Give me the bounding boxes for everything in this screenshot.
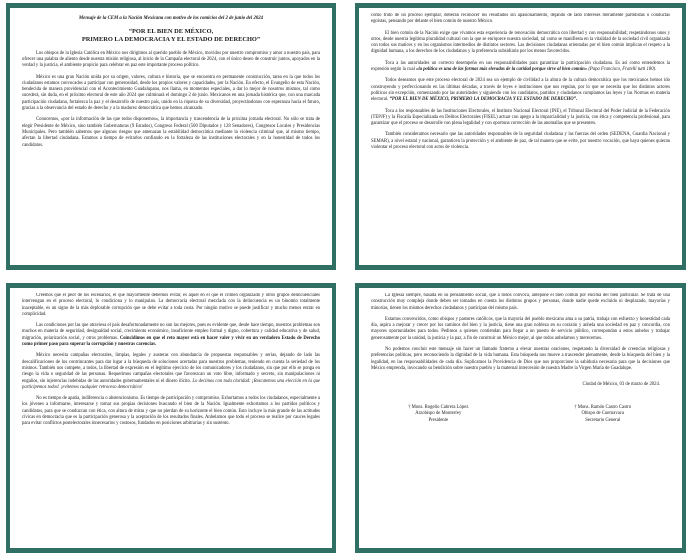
page-border-bottom: [359, 548, 682, 553]
paragraph: México necesita campañas electorales, limpias, legales y austeras con abundancia de propuestas responsables y serias, dejando de lado las descalificaciones de los contrincantes para dar lugar a la búsqueda de soluciones acertadas para nuestros problemas, teniendo en cuenta la seriedad de los mismos. También nos compete, a todos, la libertad de expresión en el legítimo ejercicio de los comunicadores y los ciudadanos, sin que por ello se ponga en riesgo la vida o seguridad de las personas. Requerimos campañas electorales que favorezcan un voto libre, informado y secreto, sin manipulaciones ni engaños, sin injerencias indebidas de las autoridades gubernamentales ni el dinero ilícito. Lo decimos con toda claridad: ¡Rescatemos una elección en la que participemos todos! ¡evitemos cualquier retroceso democrático!: [22, 353, 320, 390]
document-page-2: [355, 3, 686, 270]
page-4-content: [371, 293, 670, 545]
paragraph: México es una gran Nación unida por su origen, valores, cultura e historia, que se encuentra en permanente construcción, tarea en la que todos los ciudadanos estamos convocados a participar con generosidad, desde los propios valores y capacidades, por la Nación. En efecto, el Evangelio de esta Nación, bendecida de manera providencial con el Acontecimiento Guadalupano, nos llama, en momentos especiales, a dar lo mejor de nosotros mismos, tal como sucederá, sin duda, en el próximo electoral de este año 2024 que culminará el domingo 2 de junio. Mexicanos en una jornada histórica que, con una marcada participación ciudadana, fortalezca la paz y el desarrollo de nuestro país, unido en la riqueza de su diversidad, proyectándonos con esperanza hacia el futuro, gracias a la observancia del estado de derecho y a la madurez democrática que hemos alcanzado.: [22, 74, 320, 112]
document-page-4: [355, 283, 686, 553]
signature-secretary: † Mons. Ramón Castro Castro Obispo de Cuernavaca Secretario General: [574, 404, 632, 423]
document-page-3: [6, 283, 336, 553]
paragraph: Los obispos de la Iglesia Católica en México nos dirigimos al querido pueblo de México, movidos por nuestro compromiso y amor a nuestro país, para ofrecer una palabra de aliento desde nuestra misión religiosa, al inicio de la Campaña electoral de 2024, con el único deseo de construir juntos, apoyados en la verdad y la justicia, el ambiente propicio para celebrar en paz este importante proceso político.: [22, 50, 320, 69]
paragraph: No es tiempo de apatía, indiferencia o abstencionismo. Es tiempo de participación y compromiso. Exhortamos a todos los ciudadanos, especialmente a los jóvenes a informarse, interesarse y tomar sus propias decisiones buscando el bien de la Nación. Igualmente exhortamos a los partidos políticos y candidatos, para que se conduzcan con ética, con altura de miras y que no pierdan de su horizonte el bien común. Esto incluye la más grande de las actitudes cívicas en democracia que es la participación generosa y la aceptación de los resultados finales. Anhelamos que todo el proceso se realice por cauces legales para evitar conflictos postelectorales innecesarios y costosos, fundados en posiciones arbitrarias y sin sustento.: [22, 396, 320, 427]
paragraph: Conocemos, «por la información de las que todos disponemos», la importancia y trascendencia de la próxima jornada electoral. No sólo se trata de elegir Presidente de México, sino también Gubernaturas (9 Estados), Congreso Federal (500 Diputados y 128 Senadores), Congresos Locales y Presidencias Municipales. Pero también sabemos que algunos riesgos que amenazan la estabilidad democrática mediante la violencia criminal que, al mismo tiempo, afectan la libertad ciudadana. Estamos a tiempo de evitarlos confiando en la fortaleza de las instituciones electorales y en la honestidad de todos los candidatos.: [22, 117, 320, 148]
page-border-top: [10, 283, 332, 288]
page-2-content: [371, 13, 670, 262]
document-date: Ciudad de México, 03 de marzo de 2024.: [582, 382, 660, 388]
message-header: Mensaje de la CEM a la Nación Mexicana con motivo de los comicios del 2 de junio del 2024: [78, 16, 264, 21]
slogan: “POR EL BIEN DE MÉXICO, PRIMERO LA DEMOCRACIA Y EL ESTADO DE DERECHO”.: [389, 97, 578, 103]
page-border-top: [10, 3, 332, 8]
paragraph: Estamos convencidos, como obispos y pastores católicos, que la mayoría del pueblo mexicano ama a su patria, trabaja con esfuerzo y honestidad cada día, aspira a mejorar y crecer por los caminos del bien y la justicia, tiene una gran nobleza en su corazón y anhela una sociedad en paz y concordia, con mayores oportunidades para todos. Pedimos a quienes contiendan para llegar a un puesto de servicio público, correspondan a estos anhelos y trabajar generosamente por la unidad, la justicia y la paz, a fin de construir un México mejor, al que todos anhelamos y merecemos.: [371, 316, 670, 341]
page-border-top: [359, 283, 682, 288]
page-1-content: [22, 13, 320, 262]
paragraph: Creemos que el peor de los escenarios, el que mayormente debemos evitar, es aquel en el que el crimen organizado y otros grupos delincuenciales intervengan en el proceso electoral, lo condiciona y lo manipulan. La democracia electoral mezclada con la delincuencia es un binomio totalmente inaceptable, es un signo de la más deplorable corrupción que se debe evitar a toda costa. Por ningún motivo se puede justificar y mucho menos entrar en complicidad.: [22, 293, 320, 317]
paragraph: Todos deseamos que este proceso electoral de 2024 sea un ejemplo de civilidad a la altura de la cultura democrática que los mexicanos hemos ido construyendo y perfeccionando en las últimas décadas, a través de leyes e instituciones que nos regulan, por lo que se necesita que los distintos actores políticos sin excepción, comenzando por las autoridades y siguiendo con los candidatos, partidos y ciudadanos cumplamos las leyes y las Normas en materia electoral. “POR EL BIEN DE MÉXICO, PRIMERO LA DEMOCRACIA Y EL ESTADO DE DERECHO”.: [371, 78, 670, 103]
pope-quote: «la política es una de las formas más elevadas de la caridad porque sirve al bien común»: [416, 67, 588, 73]
paragraph: La Iglesia siempre, basada en su pensamiento social, que a todos convoca, antepone el bien común por encima del bien particular. Se trata de una construcción muy compleja donde deben ser tomados en cuenta los distintos grupos y personas, donde nadie quede excluido ni desplazado, mayorías y minorías, tienen los mismos derechos ciudadanos y participan del mismo país.: [371, 293, 670, 311]
key-statement: Coincidimos en que el reto mayor está en hacer valer y vivir en un verdadero Estado de Derecho como primer paso para superar la corrupción y nuestras carencias.: [22, 335, 320, 348]
paragraph: También consideramos necesario que las autoridades responsables de la seguridad ciudadana y las fuerzas del orden (SEDENA, Guardia Nacional y SEMAR), a nivel estatal y nacional, garanticen la protección y el ambiente de paz, de tal manera que se evite, por nuestro vocación, que haya quienes quieran violentar el proceso electoral con actos de violencia.: [371, 132, 670, 151]
page-border-bottom: [10, 265, 332, 270]
page-border-bottom: [10, 548, 332, 553]
page-border-bottom: [359, 265, 682, 270]
paragraph: El bien común de la Nación exige que vivamos esta experiencia de renovación democrática con libertad y con responsabilidad; respetándonos unos y otros, desde nuestra legítima pluralidad cultural con la que se enriquece nuestra sociedad, tal como se manifiesta en la vitalidad de la sociedad civil organizada con todos sus matices y en los organismos intermedios de distintos sectores. Las decisiones ciudadanas orientadas por el bien común implican el respeto a la dignidad humana, a los derechos de los ciudadanos y la preferencia subsidiaria por los menos favorecidos.: [371, 30, 670, 55]
paragraph: No podemos concluir este mensaje sin hacer un llamado fraterno a elevar nuestras oraciones, respetando la diversidad de creencias religiosas y preferencias políticas, pero reconociendo la dignidad de la vida humana. Esta búsqueda nos mueve a trascender plenamente, desde la búsqueda del bien y la legalidad, en las responsabilidades de cada día. Suplicamos la Providencia de Dios que nos proporcione la sabiduría necesaria para que la decisiones que México emprenda, invocando su bendición sobre nuestro pueblo y la maternal intercesión de nuestra Madre la Virgen María de Guadalupe.: [371, 347, 670, 371]
signature-president: † Mons. Rogelio Cabrera López Arzobispo de Monterrey Presidente: [408, 404, 469, 423]
paragraph: Las condiciones por las que atraviesa el país desafortunadamente no son las mejores, pues es evidente que, desde hace tiempo, nuestros problemas son muchos en materia de seguridad, desigualdad social, crecimiento económico, insuficiente empleo formal y digno, cobertura y calidad educativa y de salud, migración, polarización social, y otros problemas. Coincidimos en que el reto mayor está en hacer valer y vivir en un verdadero Estado de Derecho como primer paso para superar la corrupción y nuestras carencias.: [22, 323, 320, 348]
page-border-top: [359, 3, 682, 8]
page-3-content: [22, 293, 320, 545]
document-page-1: [6, 3, 336, 270]
paragraph: como fruto de un proceso ejemplar, deberán reconocer los resultados sin apasionamiento, dejando de lado intereses meramente partidistas o conductas egoístas, pensando por delante el bien común de nuestro México.: [371, 13, 670, 25]
document-title: “POR EL BIEN DE MÉXICO, PRIMERO LA DEMOCRACIA Y EL ESTADO DE DERECHO”: [81, 28, 261, 43]
paragraph: Toca a los responsables de las Instituciones Electorales, el Instituto Nacional Electoral (INE), el Tribunal Electoral del Poder Judicial de la Federación (TEPJF) y la Fiscalía Especializada en Delitos Electorales (FISEL) actuar con apego a la imparcialidad y la justicia, con ética y competencia profesional, para garantizar que el proceso se desarrolle con plena legalidad y con oportuna corrección de las anomalías que se presenten.: [371, 108, 670, 127]
paragraph: Toca a las autoridades un correcto desempeño en sus responsabilidades para garantizar la participación ciudadana. Es así como entendemos la expresión según la cual «la política es una de las formas más elevadas de la caridad porque sirve al bien común» (Papa Francisco, Fratelli tutti 180).: [371, 60, 670, 73]
exhortation: Lo decimos con toda claridad: ¡Rescatemos una elección en la que participemos todos! ¡evitemos cualquier retroceso democrático!: [22, 378, 320, 390]
signatures: [371, 405, 670, 425]
